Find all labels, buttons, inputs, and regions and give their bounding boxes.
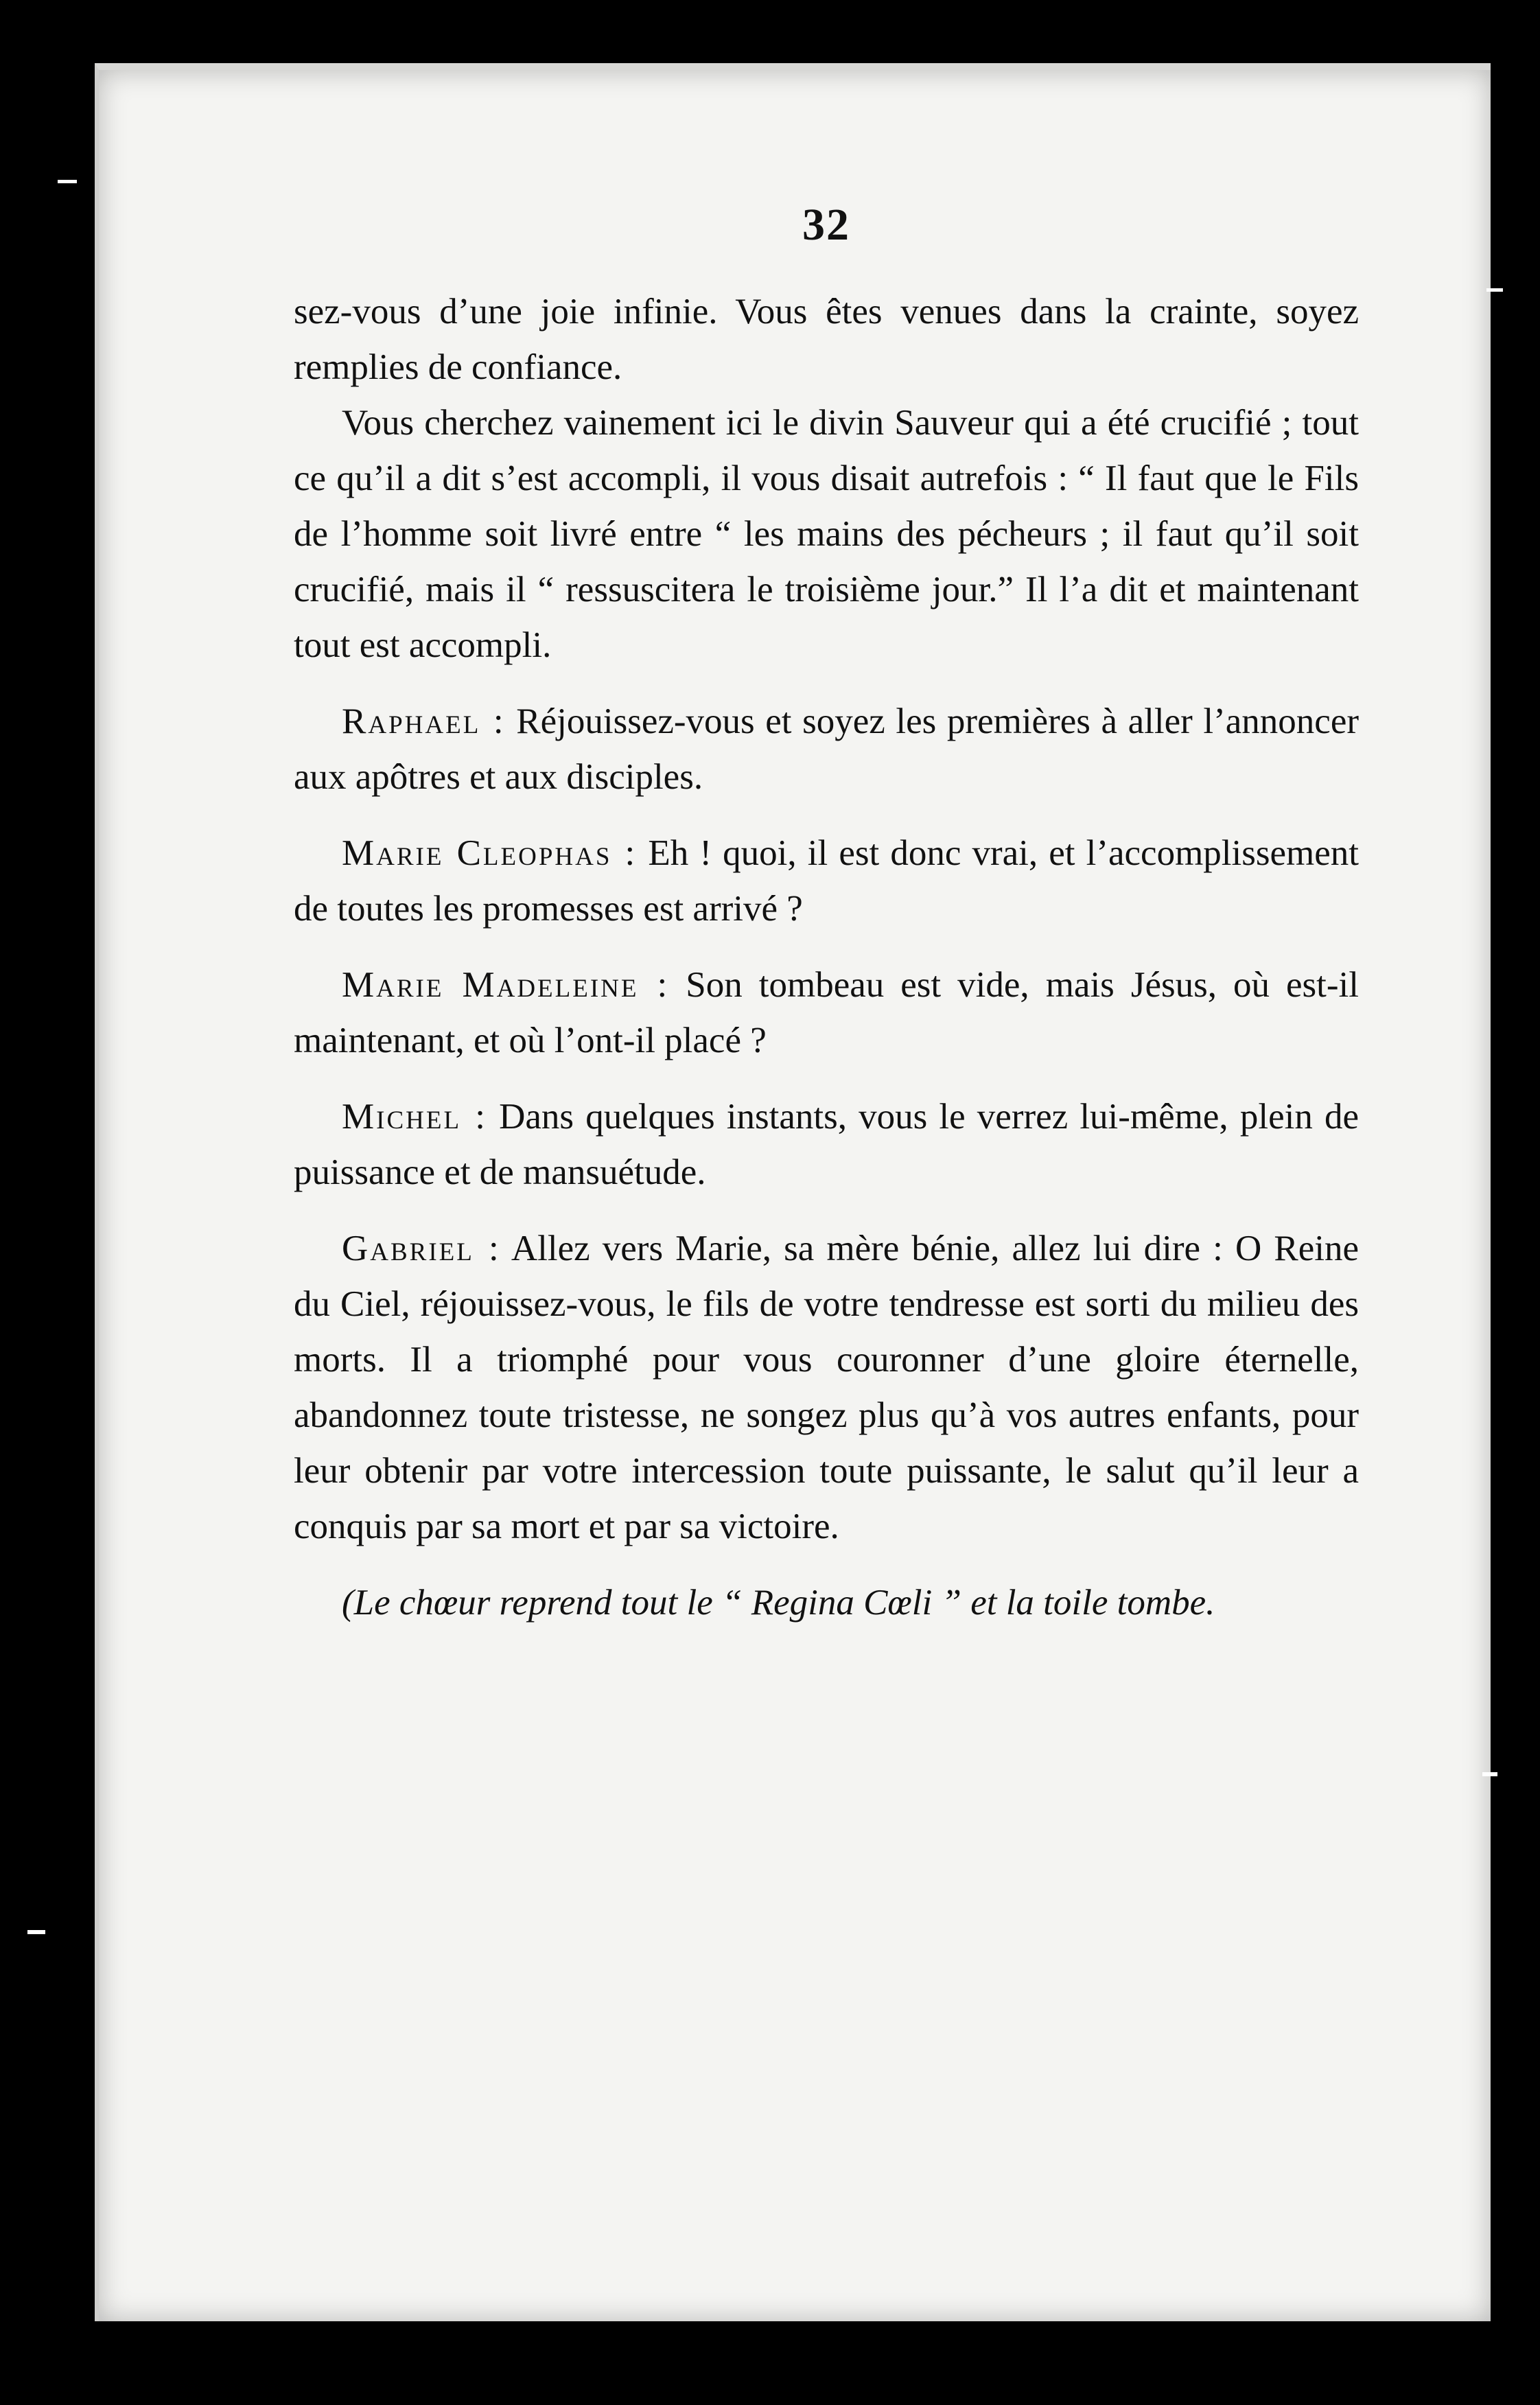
speaker-name: Michel : — [342, 1097, 487, 1137]
dialogue-raphael — [294, 694, 1359, 805]
dialogue-michel — [294, 1089, 1359, 1200]
page-text — [294, 199, 1359, 1631]
dialogue-gabriel — [294, 1221, 1359, 1555]
scan-mark — [27, 1930, 45, 1934]
speaker-name: Gabriel : — [342, 1229, 501, 1268]
page-number: 32 — [802, 200, 850, 250]
dialogue-text: Allez vers Marie, sa mère bénie, allez lui dire : O Reine du Ciel, réjouissez-vous, le fils de votre tendresse est sorti du milieu des morts. Il a triomphé pour vous couronner d’une gloire éternelle, abandonnez toute tristesse, ne songez plus qu’à vos autres enfants, pour leur obtenir par votre intercession toute puissante, le salut qu’il leur a conquis par sa mort et par sa victoire. — [294, 1229, 1360, 1546]
stage-direction: (Le chœur reprend tout le “ Regina Cœli ” et la toile tombe. — [342, 1583, 1215, 1623]
speaker-name: Raphael : — [342, 701, 506, 741]
paragraph-text: Vous cherchez vainement ici le divin Sauveur qui a été crucifié ; tout ce qu’il a dit s’est accompli, il vous disait autrefois : “ Il faut que le Fils de l’homme soit livré entre “ les mains des pécheurs ; il faut qu’il soit crucifié, mais il “ ressuscitera le troisième jour.” Il l’a dit et maintenant tout est accompli. — [294, 403, 1359, 665]
paragraph-text: sez-vous d’une joie infinie. Vous êtes venues dans la crainte, soyez remplies de confiance. — [294, 292, 1359, 387]
dialogue-text: Son tombeau est vide, mais Jésus, où est-il maintenant, et où l’ont-il placé ? — [294, 965, 1360, 1060]
dialogue-marie-madeleine — [294, 957, 1359, 1069]
scan-mark — [1486, 288, 1503, 292]
paragraph-continuation — [294, 284, 1359, 395]
speaker-name: Marie Madeleine : — [342, 965, 670, 1005]
dialogue-marie-cleophas — [294, 826, 1359, 937]
paragraph-sermon — [294, 395, 1359, 673]
speaker-name: Marie Cleophas : — [342, 833, 638, 873]
dialogue-text: Eh ! quoi, il est donc vrai, et l’accomplissement de toutes les promesses est arrivé ? — [294, 833, 1360, 929]
dialogue-text: Dans quelques instants, vous le verrez lui-même, plein de puissance et de mansuétude. — [294, 1097, 1359, 1192]
scan-mark — [1482, 1772, 1497, 1776]
dialogue-text: Réjouissez-vous et soyez les premières à aller l’annoncer aux apôtres et aux disciples. — [294, 701, 1359, 797]
scan-mark — [58, 180, 77, 183]
